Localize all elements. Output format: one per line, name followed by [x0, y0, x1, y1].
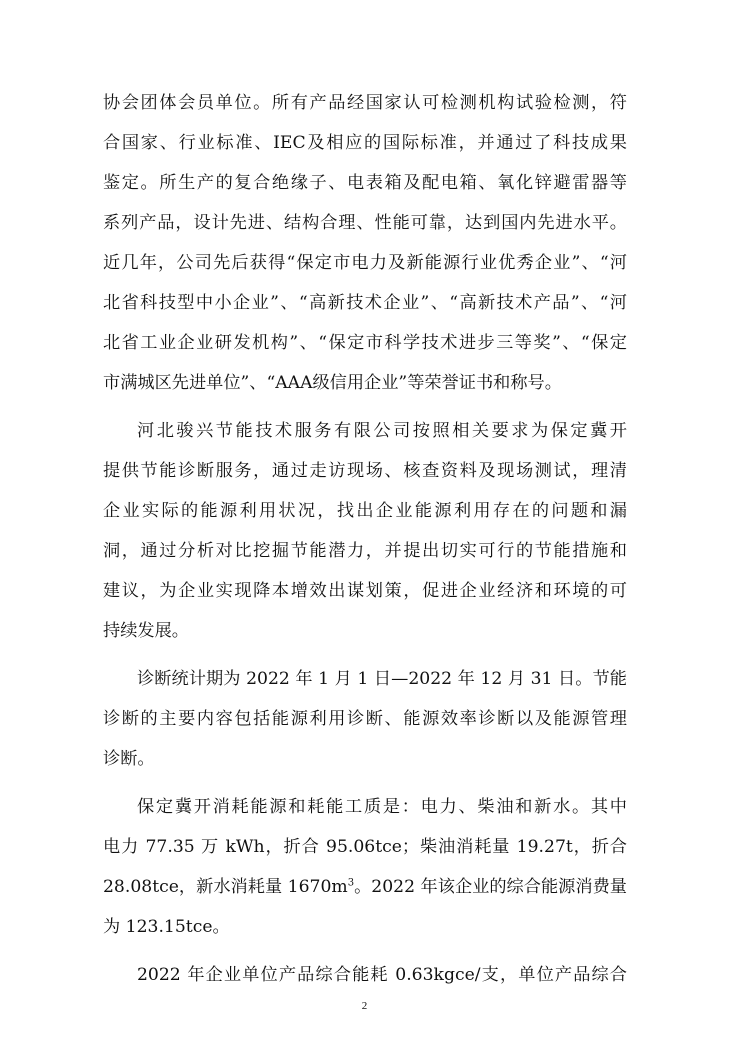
paragraph-3-line-3: 诊断。 — [103, 749, 155, 769]
paragraph-2-line-4: 洞，通过分析对比挖掘节能潜力，并提出切实可行的节能措施和 — [103, 541, 627, 561]
superscript-3: 3 — [347, 877, 355, 889]
paragraph-4-line-4: 为 123.15tce。 — [103, 917, 230, 937]
paragraph-1-line-6: 北省科技型中小企业”、“高新技术企业”、“高新技术产品”、“河 — [103, 293, 627, 313]
paragraph-2-line-2: 提供节能诊断服务，通过走访现场、核查资料及现场测试，理清 — [103, 461, 627, 481]
paragraph-1-line-7: 北省工业企业研发机构”、“保定市科学技术进步三等奖”、“保定 — [103, 333, 627, 353]
paragraph-2-line-1: 河北骏兴节能技术服务有限公司按照相关要求为保定冀开 — [137, 421, 627, 441]
paragraph-4-line-1: 保定冀开消耗能源和耗能工质是：电力、柴油和新水。其中 — [137, 797, 627, 817]
paragraph-3-line-1: 诊断统计期为 2022 年 1 月 1 日—2022 年 12 月 31 日。节能 — [137, 669, 627, 689]
paragraph-2-line-3: 企业实际的能源利用状况，找出企业能源利用存在的问题和漏 — [103, 501, 627, 521]
paragraph-5-line-1: 2022 年企业单位产品综合能耗 0.63kgce/支，单位产品综合 — [137, 965, 627, 985]
paragraph-4-line-3-part-b: 。2022 年该企业的综合能源消费量 — [354, 877, 627, 897]
paragraph-4-line-3 — [103, 875, 627, 899]
paragraph-1-line-2: 合国家、行业标准、IEC及相应的国际标准，并通过了科技成果 — [103, 133, 627, 153]
paragraph-4-line-2: 电力 77.35 万 kWh，折合 95.06tce；柴油消耗量 19.27t，折合 — [103, 837, 627, 857]
paragraph-1-line-5: 近几年，公司先后获得“保定市电力及新能源行业优秀企业”、“河 — [103, 253, 627, 273]
paragraph-2-line-6: 持续发展。 — [103, 621, 189, 641]
paragraph-4-line-3-part-a: 28.08tce，新水消耗量 1670m — [103, 877, 348, 897]
page-number: 2 — [361, 1000, 368, 1012]
paragraph-2-line-5: 建议，为企业实现降本增效出谋划策，促进企业经济和环境的可 — [103, 581, 627, 601]
paragraph-1-line-1: 协会团体会员单位。所有产品经国家认可检测机构试验检测，符 — [103, 93, 627, 113]
paragraph-1-line-4: 系列产品，设计先进、结构合理、性能可靠，达到国内先进水平。 — [103, 213, 627, 233]
paragraph-1-line-8: 市满城区先进单位”、“AAA级信用企业”等荣誉证书和称号。 — [103, 373, 562, 393]
paragraph-3-line-2: 诊断的主要内容包括能源利用诊断、能源效率诊断以及能源管理 — [103, 709, 627, 729]
paragraph-1-line-3: 鉴定。所生产的复合绝缘子、电表箱及配电箱、氧化锌避雷器等 — [103, 173, 627, 193]
